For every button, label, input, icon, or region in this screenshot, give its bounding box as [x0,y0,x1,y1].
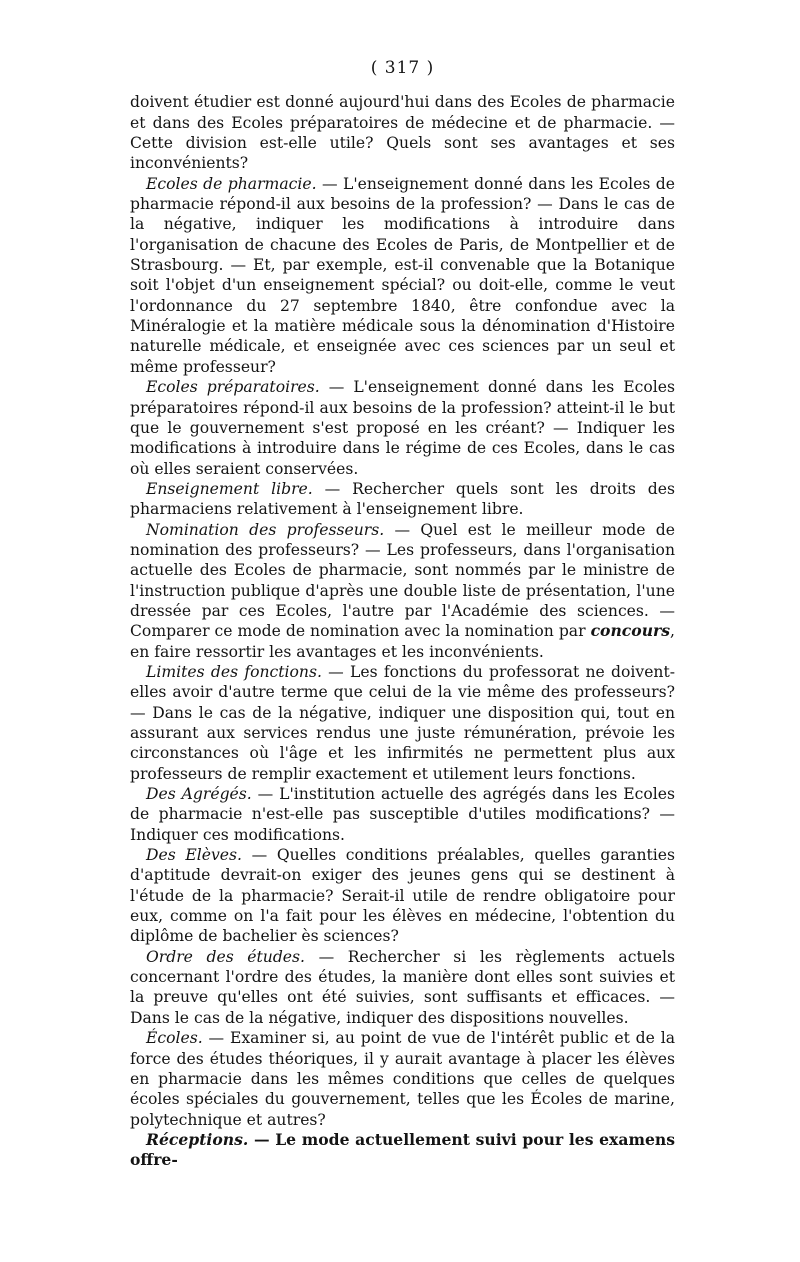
section-heading-limites-fonctions: Limites des fonctions. [146,662,322,681]
paragraph-eleves [130,845,675,947]
paragraph-ecoles [130,1028,675,1130]
paragraph-ecoles-preparatoires-text: — L'enseignement donné dans les Ecoles préparatoires répond-il aux besoins de la profession? atteint-il le but que le gouvernement s'est proposé en les créant? — Indiquer les modifications à introduire dans le régime de ces Ecoles, dans le cas où elles seraient conservées. [130,378,675,478]
paragraph-agreges [130,784,675,845]
section-heading-ordre-etudes: Ordre des études. [146,947,305,966]
section-heading-enseignement-libre: Enseignement libre. [146,479,313,498]
paragraph-ecoles-preparatoires [130,377,675,479]
paragraph-ecoles-text: — Examiner si, au point de vue de l'intérêt public et de la force des études théoriques, il y aurait avantage à placer les élèves en pharmacie dans les mêmes conditions que celles de quelques écoles spéciales du gouvernement, telles que les Écoles de marine, polytechnique et autres? [130,1029,675,1129]
emphasis-concours: concours [590,621,671,641]
paragraph-nomination-text-before: — Quel est le meilleur mode de nomination des professeurs? — Les professeurs, dans l'organisation actuelle des Ecoles de pharmacie, sont nommés par le ministre de l'instruction publique d'après une double liste de présentation, l'une dressée par ces Ecoles, l'autre par l'Académie des sciences. — Comparer ce mode de nomination avec la nomination par [130,520,675,641]
paragraph-receptions-text: — Le mode actuellement suivi pour les examens offre- [130,1129,675,1170]
section-heading-agreges: Des Agrégés. [146,785,252,804]
page-number: ( 317 ) [370,58,435,78]
paragraph-enseignement-libre-text: — Rechercher quels sont les droits des pharmaciens relativement à l'enseignement libre. [130,479,675,519]
paragraph-eleves-text: — Quelles conditions préalables, quelles garanties d'aptitude devrait-on exiger des jeunes gens qui se destinent à l'étude de la pharmacie? Serait-il utile de rendre obligatoire pour eux, comme on l'a fait pour les élèves en médecine, l'obtention du diplôme de bachelier ès sciences? [130,846,675,946]
paragraph-nomination-text-after: , en faire ressortir les avantages et les inconvénients. [130,622,675,661]
section-heading-ecoles: Écoles. [146,1029,203,1048]
paragraph-limites-fonctions [130,662,675,784]
section-heading-nomination-professeurs: Nomination des professeurs. [146,520,385,539]
paragraph-intro-text: doivent étudier est donné aujourd'hui dans des Ecoles de pharmacie et dans des Ecoles préparatoires de médecine et de pharmacie. — Cette division est-elle utile? Quels sont ses avantages et ses inconvénients? [130,93,675,173]
document-page [130,58,675,1171]
paragraph-enseignement-libre [130,479,675,520]
paragraph-intro [130,92,675,173]
section-heading-ecoles-preparatoires: Ecoles préparatoires. [146,378,320,397]
paragraph-ordre-etudes [130,947,675,1028]
paragraph-ecoles-pharmacie-text: — L'enseignement donné dans les Ecoles de pharmacie répond-il aux besoins de la profession? — Dans le cas de la négative, indiquer les modifications à introduire dans l'organisation de chacune des Ecoles de Paris, de Montpellier et de Strasbourg. — Et, par exemple, est-il convenable que la Botanique soit l'objet d'un enseignement spécial? ou doit-elle, comme le veut l'ordonnance du 27 septembre 1840, être confondue avec la Minéralogie et la matière médicale sous la dénomination d'Histoire naturelle médicale, et enseignée avec ces sciences par un seul et même professeur? [130,174,675,376]
section-heading-ecoles-pharmacie: Ecoles de pharmacie. [146,174,317,193]
paragraph-ecoles-pharmacie [130,174,675,377]
paragraph-nomination-professeurs [130,520,675,662]
paragraph-receptions [130,1130,675,1171]
section-heading-receptions: Réceptions. [146,1129,249,1149]
paragraph-limites-fonctions-text: — Les fonctions du professorat ne doivent-elles avoir d'autre terme que celui de la vie même des professeurs? — Dans le cas de la négative, indiquer une disposition qui, tout en assurant aux services rendus une juste rémunération, prévoie les circonstances où l'âge et les infirmités ne permettent plus aux professeurs de remplir exactement et utilement leurs fonctions. [130,662,675,783]
paragraph-ordre-etudes-text: — Rechercher si les règlements actuels concernant l'ordre des études, la manière dont elles sont suivies et la preuve qu'elles ont été suivies, sont suffisants et efficaces. — Dans le cas de la négative, indiquer des dispositions nouvelles. [130,947,675,1027]
section-heading-eleves: Des Elèves. [146,846,242,865]
paragraph-agreges-text: — L'institution actuelle des agrégés dans les Ecoles de pharmacie n'est-elle pas susceptible d'utiles modifications? — Indiquer ces modifications. [130,785,675,844]
